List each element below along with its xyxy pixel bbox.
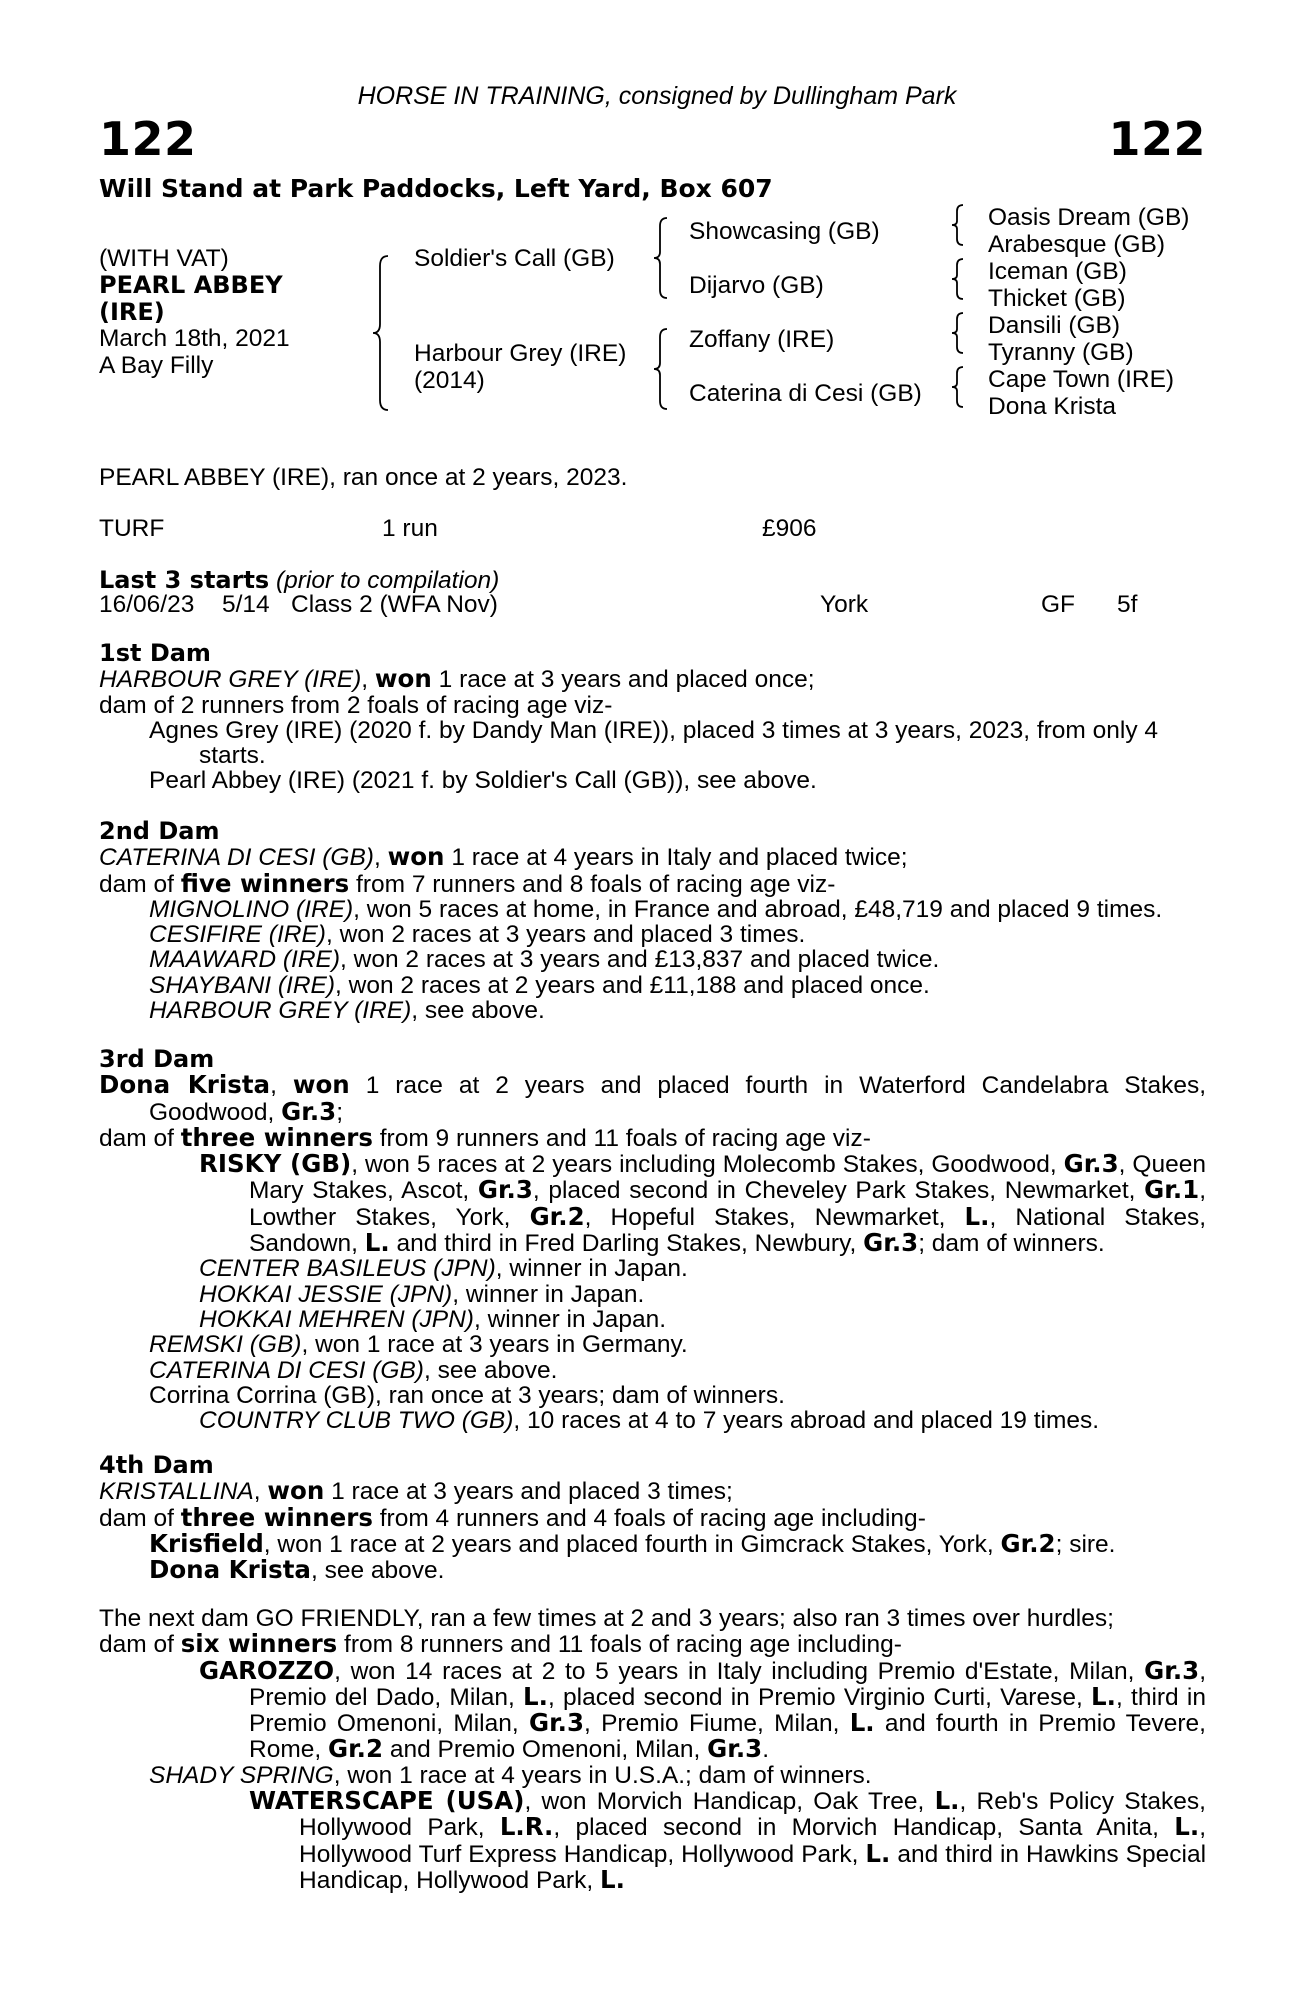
pedigree-gen3-4: Thicket (GB) <box>988 285 1126 312</box>
dam-produce-summary: dam of six winners from 8 runners and 11 foals of racing age including- <box>99 1629 902 1659</box>
second-dam-heading: 2nd Dam <box>99 817 220 845</box>
third-dam-section <box>99 1047 1206 1433</box>
produce-entry: COUNTRY CLUB TWO (GB), 10 races at 4 to 7 years abroad and placed 19 times. <box>199 1407 1100 1435</box>
pedigree-brace-showcasing <box>949 203 967 247</box>
dam-produce-summary: dam of three winners from 4 runners and 4 foals of racing age including- <box>99 1502 926 1532</box>
produce-entry: HOKKAI JESSIE (JPN), winner in Japan. <box>199 1280 645 1308</box>
start-going: GF <box>1041 591 1076 618</box>
won-label: won <box>387 842 445 872</box>
lot-number-left: 122 <box>99 112 197 166</box>
pedigree-brace-sire <box>651 216 671 300</box>
third-dam-heading: 3rd Dam <box>99 1045 215 1073</box>
produce-entry: REMSKI (GB), won 1 race at 3 years in Germany. <box>149 1331 688 1359</box>
dam-produce-summary: dam of 2 runners from 2 foals of racing age viz- <box>99 691 613 719</box>
produce-entry: Dona Krista, see above. <box>149 1555 445 1585</box>
pedigree-dam: Harbour Grey (IRE) <box>414 340 627 367</box>
won-label: won <box>374 664 432 694</box>
consignor-line: HORSE IN TRAINING, consigned by Dullingham Park <box>357 82 957 110</box>
horse-name-suffix: (IRE) <box>99 298 165 326</box>
produce-entry: MAAWARD (IRE), won 2 races at 3 years and £13,837 and placed twice. <box>149 946 940 974</box>
produce-entry: CESIFIRE (IRE), won 2 races at 3 years and placed 3 times. <box>149 921 806 949</box>
first-dam-heading: 1st Dam <box>99 639 211 667</box>
produce-entry: Pearl Abbey (IRE) (2021 f. by Soldier's Call (GB)), see above. <box>149 767 817 795</box>
start-distance: 5f <box>1117 591 1138 618</box>
produce-entry: MIGNOLINO (IRE), won 5 races at home, in France and abroad, £48,719 and placed 9 times. <box>149 895 1163 923</box>
record-runs: 1 run <box>382 515 438 542</box>
dam-name: CATERINA DI CESI (GB) <box>99 844 374 872</box>
produce-entry: HOKKAI MEHREN (JPN), winner in Japan. <box>199 1305 666 1333</box>
fourth-dam-section <box>99 1453 1206 1583</box>
produce-entry: CATERINA DI CESI (GB), see above. <box>149 1356 558 1384</box>
second-dam-section: 2nd Dam CATERINA DI CESI (GB), won 1 race at 4 years in Italy and placed twice; dam of five winners from 7 runners and 8 foals of racing age viz- MIGNOLINO (IRE), won 5 races at home, in France and abroad, £48,719 and placed 9 times. CESIFIRE (IRE), won 2 races at 3 years and placed 3 times. MAAWARD (IRE), won 2 races at 3 years and £13,837 and placed twice. SHAYBANI (IRE), won 2 races at 2 years and £11,188 and placed once. HARBOUR GREY (IRE), see above. <box>99 819 1206 1023</box>
dam-produce-summary: dam of five winners from 7 runners and 8 foals of racing age viz- <box>99 868 836 898</box>
pedigree-gen3-6: Tyranny (GB) <box>988 339 1134 366</box>
record-surface: TURF <box>99 515 165 542</box>
produce-entry: Corrina Corrina (GB), ran once at 3 years; dam of winners. <box>149 1381 785 1409</box>
next-dam-record: The next dam GO FRIENDLY, ran a few times at 2 and 3 years; also ran 3 times over hurdles; <box>99 1605 1114 1632</box>
pedigree-grandsire-paternal: Showcasing (GB) <box>689 218 880 245</box>
race-record-summary: PEARL ABBEY (IRE), ran once at 2 years, 2023. <box>99 464 628 491</box>
start-course: York <box>820 591 869 618</box>
pedigree-granddam-paternal: Dijarvo (GB) <box>689 272 824 299</box>
pedigree-gen3-1: Oasis Dream (GB) <box>988 204 1190 231</box>
produce-entry: Agnes Grey (IRE) (2020 f. by Dandy Man (IRE)), placed 3 times at 3 years, 2023, from only 4 starts. <box>149 716 1159 770</box>
pedigree-brace-dam <box>651 327 671 411</box>
produce-entry-garozzo: GAROZZO, won 14 races at 2 to 5 years in Italy including Premio d'Estate, Milan, Gr.3, Premio del Dado, Milan, L., placed second in Premio Virginio Curti, Varese, L., third in Premio Omenoni, Milan, Gr.3, Premio Fiume, Milan, L. and fourth in Premio Tevere, Rome, Gr.2 and Premio Omenoni, Milan, Gr.3. <box>199 1655 1206 1764</box>
dam-produce-summary: dam of three winners from 9 runners and 11 foals of racing age viz- <box>99 1122 871 1152</box>
produce-entry: SHADY SPRING, won 1 race at 4 years in U.S.A.; dam of winners. <box>149 1761 872 1789</box>
pedigree-dam-year: (2014) <box>414 367 485 394</box>
produce-entry: SHAYBANI (IRE), won 2 races at 2 years and £11,188 and placed once. <box>149 971 930 999</box>
next-dam-section <box>99 1606 1206 1893</box>
dam-name: HARBOUR GREY (IRE) <box>99 666 362 694</box>
stand-location: Will Stand at Park Paddocks, Left Yard, Box 607 <box>99 174 773 203</box>
fourth-dam-heading: 4th Dam <box>99 1451 214 1479</box>
record-earnings: £906 <box>762 515 817 542</box>
pedigree-gen3-5: Dansili (GB) <box>988 312 1121 339</box>
start-position: 5/14 <box>222 591 270 618</box>
last-starts-label: Last 3 starts <box>99 566 270 594</box>
pedigree-gen3-8: Dona Krista <box>988 393 1117 420</box>
pedigree-brace-zoffany <box>949 311 967 355</box>
produce-entry-risky: RISKY (GB), won 5 races at 2 years including Molecomb Stakes, Goodwood, Gr.3, Queen Mary Stakes, Ascot, Gr.3, placed second in Cheveley Park Stakes, Newmarket, Gr.1, Lowther Stakes, York, Gr.2, Hopeful Stakes, Newmarket, L., National Stakes, Sandown, L. and third in Fred Darling Stakes, Newbury, Gr.3; dam of winners. <box>199 1149 1206 1258</box>
start-date: 16/06/23 <box>99 591 195 618</box>
start-class: Class 2 (WFA Nov) <box>291 591 498 618</box>
produce-entry-waterscape: WATERSCAPE (USA), won Morvich Handicap, Oak Tree, L., Reb's Policy Stakes, Hollywood Park, L.R., placed second in Morvich Handicap, Santa Anita, L., Hollywood Turf Express Handicap, Hollywood Park, L. and third in Hawkins Special Handicap, Hollywood Park, L. <box>249 1786 1207 1894</box>
lot-number-right: 122 <box>1108 112 1206 166</box>
last-starts-note: (prior to compilation) <box>276 567 500 594</box>
dam-record: KRISTALLINA, won 1 race at 3 years and placed 3 times; <box>99 1476 733 1506</box>
produce-entry: CENTER BASILEUS (JPN), winner in Japan. <box>199 1255 688 1283</box>
dam-record: Dona Krista, won 1 race at 2 years and placed fourth in Waterford Candelabra Stakes, Goodwood, Gr.3; <box>99 1070 1206 1126</box>
produce-entry: HARBOUR GREY (IRE), see above. <box>149 997 545 1025</box>
produce-entry: Krisfield, won 1 race at 2 years and placed fourth in Gimcrack Stakes, York, Gr.2; sire. <box>149 1528 1116 1558</box>
pedigree-grandsire-maternal: Zoffany (IRE) <box>689 326 835 353</box>
pedigree-brace-caterina <box>949 365 967 409</box>
first-dam-section: 1st Dam HARBOUR GREY (IRE), won 1 race at 3 years and placed once; dam of 2 runners from 2 foals of racing age viz- Agnes Grey (IRE) (2020 f. by Dandy Man (IRE)), placed 3 times at 3 years, 2023, from only 4 starts. Pearl Abbey (IRE) (2021 f. by Soldier's Call (GB)), see above. <box>99 641 1206 794</box>
date-of-birth: March 18th, 2021 <box>99 325 290 352</box>
pedigree-brace-dijarvo <box>949 257 967 301</box>
horse-description: A Bay Filly <box>99 352 214 379</box>
pedigree-gen3-7: Cape Town (IRE) <box>988 366 1175 393</box>
vat-note: (WITH VAT) <box>99 245 229 272</box>
pedigree-sire: Soldier's Call (GB) <box>414 245 615 272</box>
pedigree-gen3-3: Iceman (GB) <box>988 258 1127 285</box>
horse-name: PEARL ABBEY <box>99 271 283 299</box>
pedigree-gen3-2: Arabesque (GB) <box>988 231 1166 258</box>
pedigree-granddam-maternal: Caterina di Cesi (GB) <box>689 380 922 407</box>
pedigree-brace-sire-dam <box>370 254 392 412</box>
